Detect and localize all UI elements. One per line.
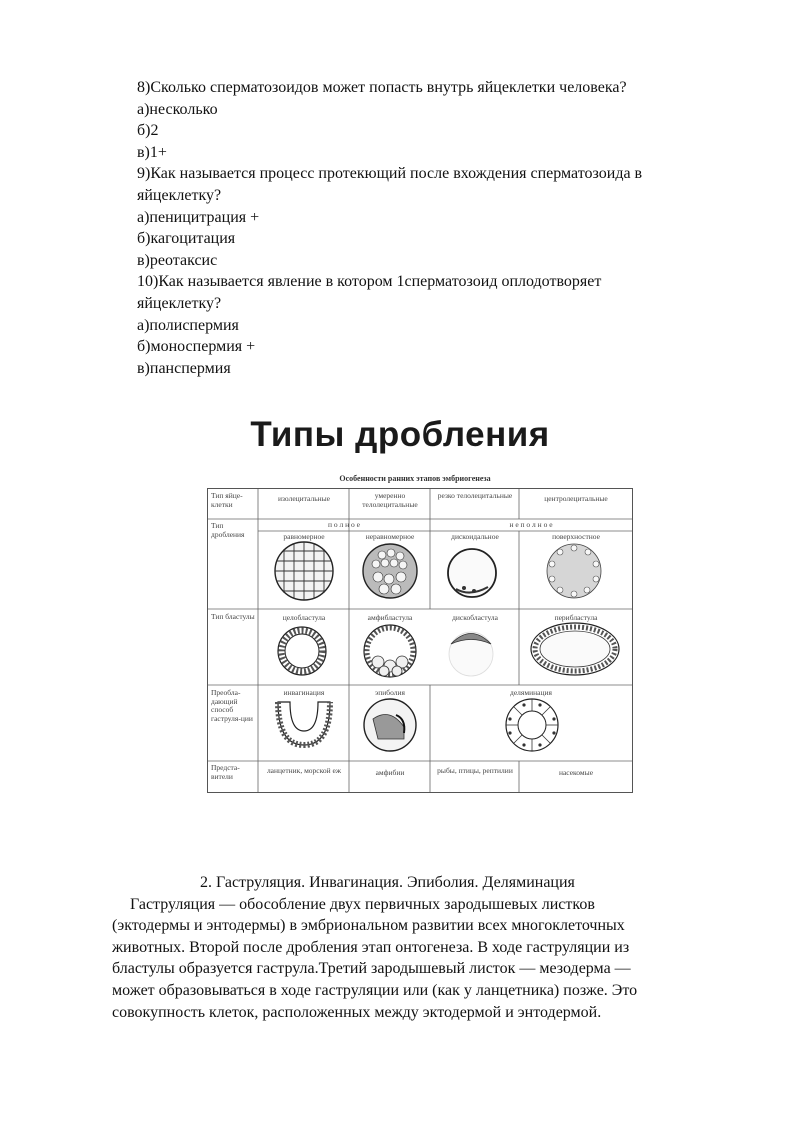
answer-8c: в)1+ xyxy=(137,143,167,161)
quiz-section xyxy=(137,77,747,379)
representatives-lancelet: ланцетник, морской еж xyxy=(266,766,342,775)
cleavage-type-unequal: неравномерное xyxy=(365,532,415,541)
cleavage-type-equal: равномерное xyxy=(283,532,325,541)
gastrulation-type-invagination: инвагинация xyxy=(283,688,325,697)
blastula-discoblastula-drawing xyxy=(449,632,493,676)
blastula-amphiblastula-drawing xyxy=(364,625,416,677)
blastula-type-coeloblastula: целобластула xyxy=(282,613,326,622)
row-label-representatives: Предста-вители xyxy=(211,763,240,781)
section-heading: 2. Гаструляция. Инвагинация. Эпиболия. Деляминация xyxy=(200,874,575,891)
blastula-type-periblastula: перибластула xyxy=(554,613,598,622)
gastrulation-delamination-drawing xyxy=(506,699,558,751)
paragraph-line-3: животных. Второй после дробления этап онтогенеза. В ходе гаструляции из xyxy=(112,938,630,956)
question-8: 8)Сколько сперматозоидов может попасть внутрь яйцеклетки человека? xyxy=(137,79,627,96)
paragraph-line-1: Гаструляция — обособление двух первичных зародышевых листков xyxy=(130,895,595,913)
row-label-cleavage-type: Тип дробления xyxy=(211,521,245,539)
answer-8b: б)2 xyxy=(137,122,159,140)
egg-type-isolecithal: изолецитальные xyxy=(278,494,330,503)
paragraph-line-2: (эктодермы и энтодермы) в эмбриональном развитии всех многоклеточных xyxy=(112,917,625,935)
blastula-coeloblastula-drawing xyxy=(278,627,326,675)
answer-10c: в)панспермия xyxy=(137,359,231,377)
answer-9b: б)кагоцитация xyxy=(137,230,236,248)
representatives-fish-birds: рыбы, птицы, рептилии xyxy=(437,766,513,775)
gastrulation-invagination-drawing xyxy=(278,702,330,745)
cleavage-unequal-drawing xyxy=(363,544,417,598)
cleavage-group-complete: п о л н о е xyxy=(328,520,360,529)
cleavage-group-incomplete: н е п о л н о е xyxy=(509,520,553,529)
figure-subtitle: Особенности ранних этапов эмбриогенеза xyxy=(339,474,491,483)
answer-9a: а)пеницитрация + xyxy=(137,208,260,226)
paragraph-line-4: бластулы образуется гаструла.Третий зародышевый листок — мезодерма — xyxy=(112,960,631,978)
blastula-type-amphiblastula: амфибластула xyxy=(367,613,413,622)
cleavage-types-table-figure xyxy=(207,488,633,793)
answer-10b: б)моноспермия + xyxy=(137,338,256,356)
gastrulation-section xyxy=(112,872,752,1023)
paragraph-line-6: совокупность клеток, расположенных между эктодермой и энтодермой. xyxy=(112,1003,602,1021)
answer-10a: а)полиспермия xyxy=(137,316,239,334)
egg-type-strongly-telolecithal: резко телолецитальные xyxy=(437,491,513,500)
question-9-line2: яйцеклетку? xyxy=(137,186,222,204)
gastrulation-type-delamination: деляминация xyxy=(510,688,552,697)
representatives-insects: насекомые xyxy=(558,768,594,777)
cleavage-type-discoidal: дискоидальное xyxy=(451,532,499,541)
cleavage-superficial-drawing xyxy=(547,544,601,598)
representatives-amphibians: амфибии xyxy=(375,768,405,777)
row-label-egg-type: Тип яйце-клетки xyxy=(211,491,243,509)
cleavage-type-superficial: поверхностное xyxy=(552,532,600,541)
question-9-line1: 9)Как называется процесс протекющий после вхождения сперматозоида в xyxy=(137,165,643,183)
blastula-type-discoblastula: дискобластула xyxy=(452,613,498,622)
cleavage-equal-drawing xyxy=(275,542,333,600)
row-label-gastrulation: Преобла-дающий способ гаструля-ции xyxy=(211,688,253,723)
gastrulation-epiboly-drawing xyxy=(364,699,416,751)
egg-type-moderately-telolecithal: умеренно телолецитальные xyxy=(362,491,418,509)
answer-8a: а)несколько xyxy=(137,100,218,118)
answer-9c: в)реотаксис xyxy=(137,251,218,269)
paragraph-line-5: может образовываться в ходе гаструляции или (как у ланцетника) позже. Это xyxy=(112,981,638,999)
question-10-line2: яйцеклетку? xyxy=(137,294,222,312)
egg-type-centrolecithal: центролецитальные xyxy=(544,494,608,503)
blastula-periblastula-drawing xyxy=(531,623,619,675)
question-10-line1: 10)Как называется явление в котором 1сперматозоид оплодотворяет xyxy=(137,273,602,291)
gastrulation-type-epiboly: эпиболия xyxy=(375,688,405,697)
cleavage-discoidal-drawing xyxy=(448,549,496,597)
row-label-blastula-type: Тип бластулы xyxy=(211,612,255,621)
figure-title: Типы дробления xyxy=(250,415,550,454)
